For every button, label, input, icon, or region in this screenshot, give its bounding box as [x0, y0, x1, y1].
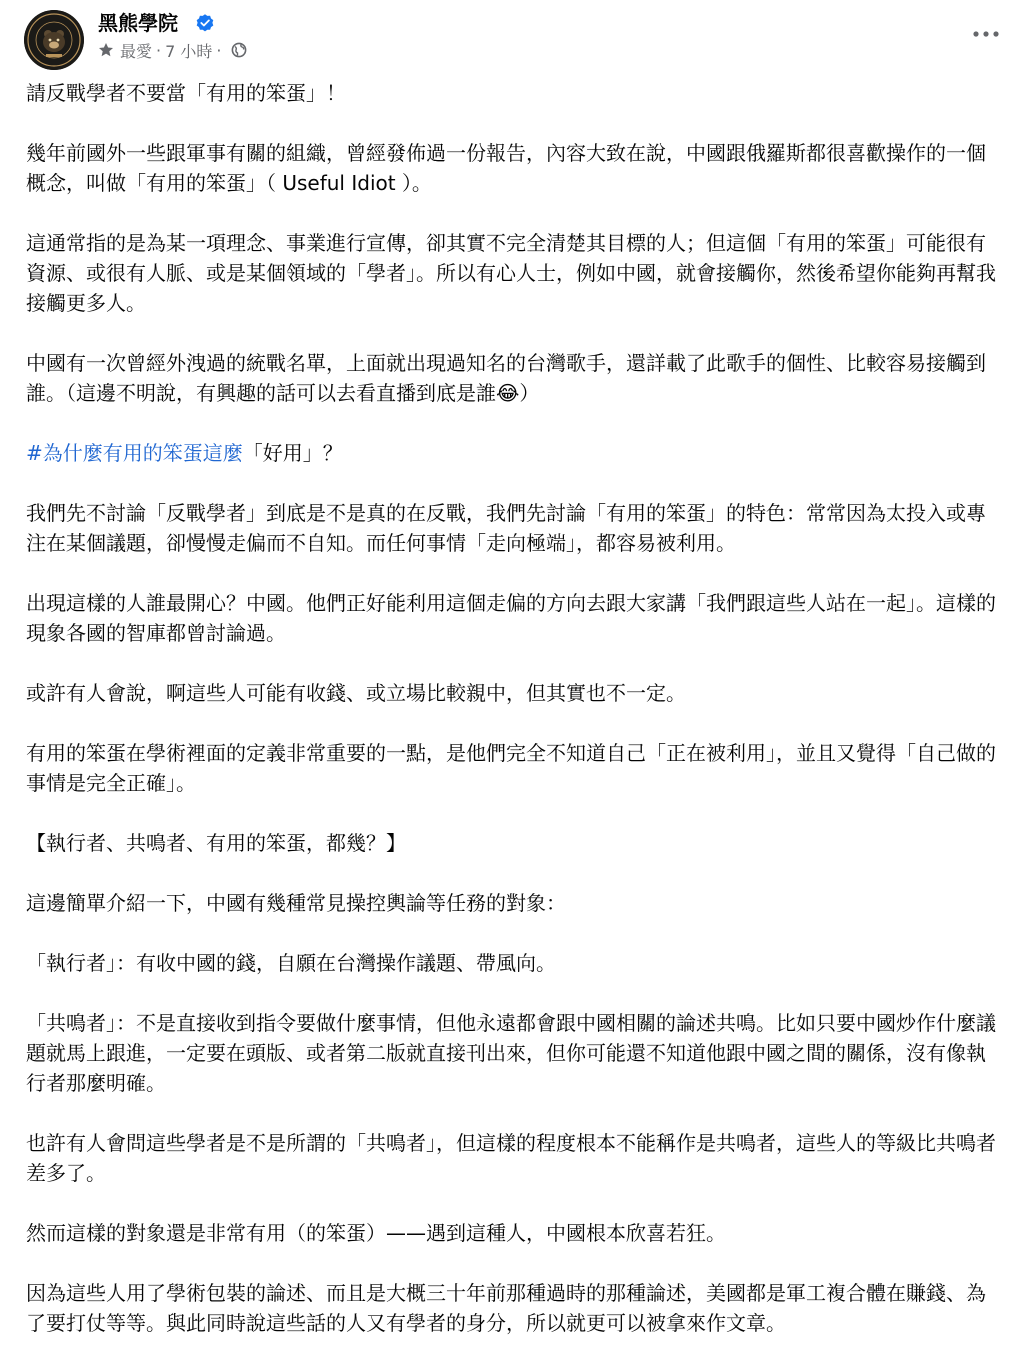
post-paragraph: 或許有人會說，啊這些人可能有收錢、或立場比較親中，但其實也不一定。 — [26, 681, 686, 705]
post-paragraph: 我們先不討論「反戰學者」到底是不是真的在反戰，我們先討論「有用的笨蛋」的特色：常常因為太投入或專注在某個議題，卻慢慢走偏而不自知。而任何事情「走向極端」，都容易被利用。 — [26, 501, 986, 555]
more-dots-icon — [972, 30, 1000, 38]
post-paragraph: 請反戰學者不要當「有用的笨蛋」！ — [26, 81, 346, 105]
post-paragraph: 幾年前國外一些跟軍事有關的組織，曾經發佈過一份報告，內容大致在說，中國跟俄羅斯都很喜歡操作的一個概念，叫做「有用的笨蛋」（ Useful Idiot ）。 — [26, 141, 986, 195]
post-meta — [98, 38, 247, 62]
audience-label: 最愛 — [120, 41, 153, 61]
post-paragraph: 中國有一次曾經外洩過的統戰名單，上面就出現過知名的台灣歌手，還詳載了此歌手的個性、比較容易接觸到誰。（這邊不明說，有興趣的話可以去看直播到底是誰😂） — [26, 351, 986, 405]
verified-badge-icon — [195, 13, 215, 33]
post-paragraph: 「共鳴者」：不是直接收到指令要做什麼事情，但他永遠都會跟中國相關的論述共鳴。比如只要中國炒作什麼議題就馬上跟進，一定要在頭版、或者第二版就直接刊出來，但你可能還不知道他跟中國之間的關係，沒有像執行者那麼明確。 — [26, 1011, 996, 1095]
post-paragraph: 也許有人會問這些學者是不是所謂的「共鳴者」，但這樣的程度根本不能稱作是共鳴者，這些人的等級比共鳴者差多了。 — [26, 1131, 996, 1185]
section-heading: 【執行者、共鳴者、有用的笨蛋，都幾？】 — [26, 831, 406, 855]
hashtag-paragraph — [26, 438, 1002, 468]
hashtag-link[interactable]: #為什麼有用的笨蛋這麼 — [26, 441, 243, 465]
globe-icon — [231, 42, 247, 58]
post-body — [26, 78, 1002, 1368]
page-avatar[interactable] — [24, 10, 84, 70]
post-paragraph: 有用的笨蛋在學術裡面的定義非常重要的一點，是他們完全不知道自己「正在被利用」，並且又覺得「自己做的事情是完全正確」。 — [26, 741, 996, 795]
post-paragraph: 因為這些人用了學術包裝的論述、而且是大概三十年前那種過時的那種論述，美國都是軍工複合體在賺錢、為了要打仗等等。與此同時說這些話的人又有學者的身分，所以就更可以被拿來作文章。 — [26, 1281, 986, 1335]
separator-dot: · — [156, 40, 162, 60]
post-paragraph: 出現這樣的人誰最開心？中國。他們正好能利用這個走偏的方向去跟大家講「我們跟這些人站在一起」。這樣的現象各國的智庫都曾討論過。 — [26, 591, 996, 645]
post-header — [24, 8, 1006, 64]
bear-logo-icon — [24, 10, 84, 70]
post-paragraph: 「執行者」：有收中國的錢，自願在台灣操作議題、帶風向。 — [26, 951, 556, 975]
post-paragraph: 然而這樣的對象還是非常有用（的笨蛋）——遇到這種人，中國根本欣喜若狂。 — [26, 1221, 726, 1245]
separator-dot: · — [216, 40, 222, 60]
post-paragraph: 這邊簡單介紹一下，中國有幾種常見操控輿論等任務的對象： — [26, 891, 566, 915]
post-paragraph: 這通常指的是為某一項理念、事業進行宣傳，卻其實不完全清楚其目標的人；但這個「有用的笨蛋」可能很有資源、或很有人脈、或是某個領域的「學者」。所以有心人士，例如中國，就會接觸你，然後希望你能夠再幫我接觸更多人。 — [26, 231, 996, 315]
more-options-button[interactable] — [966, 14, 1006, 54]
hashtag-suffix: 「好用」？ — [242, 441, 343, 465]
post-timestamp[interactable]: 7 小時 — [165, 41, 213, 61]
page-name[interactable]: 黑熊學院 — [98, 11, 178, 35]
star-icon — [98, 42, 114, 58]
